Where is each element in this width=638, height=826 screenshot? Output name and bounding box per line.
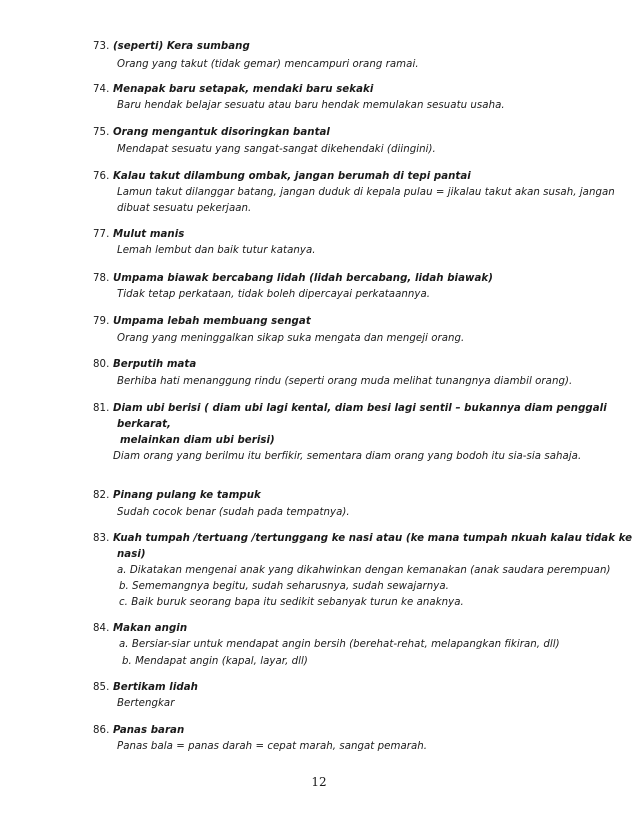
entry-73-meaning: Orang yang takut (tidak gemar) mencampuri orang ramai. (117, 59, 419, 70)
entry-85-meaning: Bertengkar (117, 698, 175, 709)
entry-76-meaning-2: dibuat sesuatu pekerjaan. (117, 203, 252, 214)
entry-79-heading: 79. Umpama lebah membuang sengat (93, 316, 311, 327)
entry-80-heading: 80. Berputih mata (93, 359, 197, 370)
entry-84-meaning-b: b. Mendapat angin (kapal, layar, dll) (122, 656, 308, 667)
page-number: 12 (311, 775, 327, 789)
entry-86-meaning: Panas bala = panas darah = cepat marah, sangat pemarah. (117, 741, 428, 752)
entry-75-meaning: Mendapat sesuatu yang sangat-sangat dikehendaki (diingini). (117, 144, 436, 155)
entry-86-heading: 86. Panas baran (93, 725, 185, 736)
entry-83-heading-1: 83. Kuah tumpah /tertuang /tertunggang ke nasi atau (ke mana tumpah nkuah kalau tidak ke (93, 533, 633, 544)
entry-82-heading: 82. Pinang pulang ke tampuk (93, 490, 261, 501)
entry-81-heading-3: melainkan diam ubi berisi) (120, 435, 275, 446)
entry-80-meaning: Berhiba hati menanggung rindu (seperti orang muda melihat tunangnya diambil orang). (117, 376, 573, 387)
entry-74-meaning: Baru hendak belajar sesuatu atau baru hendak memulakan sesuatu usaha. (117, 100, 505, 111)
entry-77-meaning: Lemah lembut dan baik tutur katanya. (117, 245, 316, 256)
entry-83-meaning-a: a. Dikatakan mengenai anak yang dikahwinkan dengan kemanakan (anak saudara perempuan) (117, 565, 611, 576)
entry-84-meaning-a: a. Bersiar-siar untuk mendapat angin bersih (berehat-rehat, melapangkan fikiran, dll) (119, 639, 560, 650)
entry-85-heading: 85. Bertikam lidah (93, 682, 198, 693)
entry-81-meaning: Diam orang yang berilmu itu berfikir, sementara diam orang yang bodoh itu sia-sia sahaja. (113, 451, 582, 462)
entry-76-meaning-1: Lamun takut dilanggar batang, jangan duduk di kepala pulau = jikalau takut akan susah, jangan (117, 187, 615, 198)
entry-79-meaning: Orang yang meninggalkan sikap suka mengata dan mengeji orang. (117, 333, 465, 344)
entry-77-heading: 77. Mulut manis (93, 229, 185, 240)
entry-81-heading-1: 81. Diam ubi berisi ( diam ubi lagi kental, diam besi lagi sentil – bukannya diam penggali (93, 403, 607, 414)
entry-78-meaning: Tidak tetap perkataan, tidak boleh dipercayai perkataannya. (117, 289, 431, 300)
entry-75-heading: 75. Orang mengantuk disoringkan bantal (93, 127, 330, 138)
entry-78-heading: 78. Umpama biawak bercabang lidah (lidah bercabang, lidah biawak) (93, 273, 493, 284)
entry-81-heading-2: berkarat, (117, 419, 171, 430)
entry-74-heading: 74. Menapak baru setapak, mendaki baru sekaki (93, 84, 374, 95)
entry-82-meaning: Sudah cocok benar (sudah pada tempatnya). (117, 507, 350, 518)
entry-83-heading-2: nasi) (117, 549, 146, 560)
entry-84-heading: 84. Makan angin (93, 623, 188, 634)
entry-73-heading: 73. (seperti) Kera sumbang (93, 41, 250, 52)
entry-83-meaning-b: b. Sememangnya begitu, sudah seharusnya, sudah sewajarnya. (119, 581, 449, 592)
entry-83-meaning-c: c. Baik buruk seorang bapa itu sedikit sebanyak turun ke anaknya. (119, 597, 464, 608)
entry-76-heading: 76. Kalau takut dilambung ombak, jangan berumah di tepi pantai (93, 171, 471, 182)
